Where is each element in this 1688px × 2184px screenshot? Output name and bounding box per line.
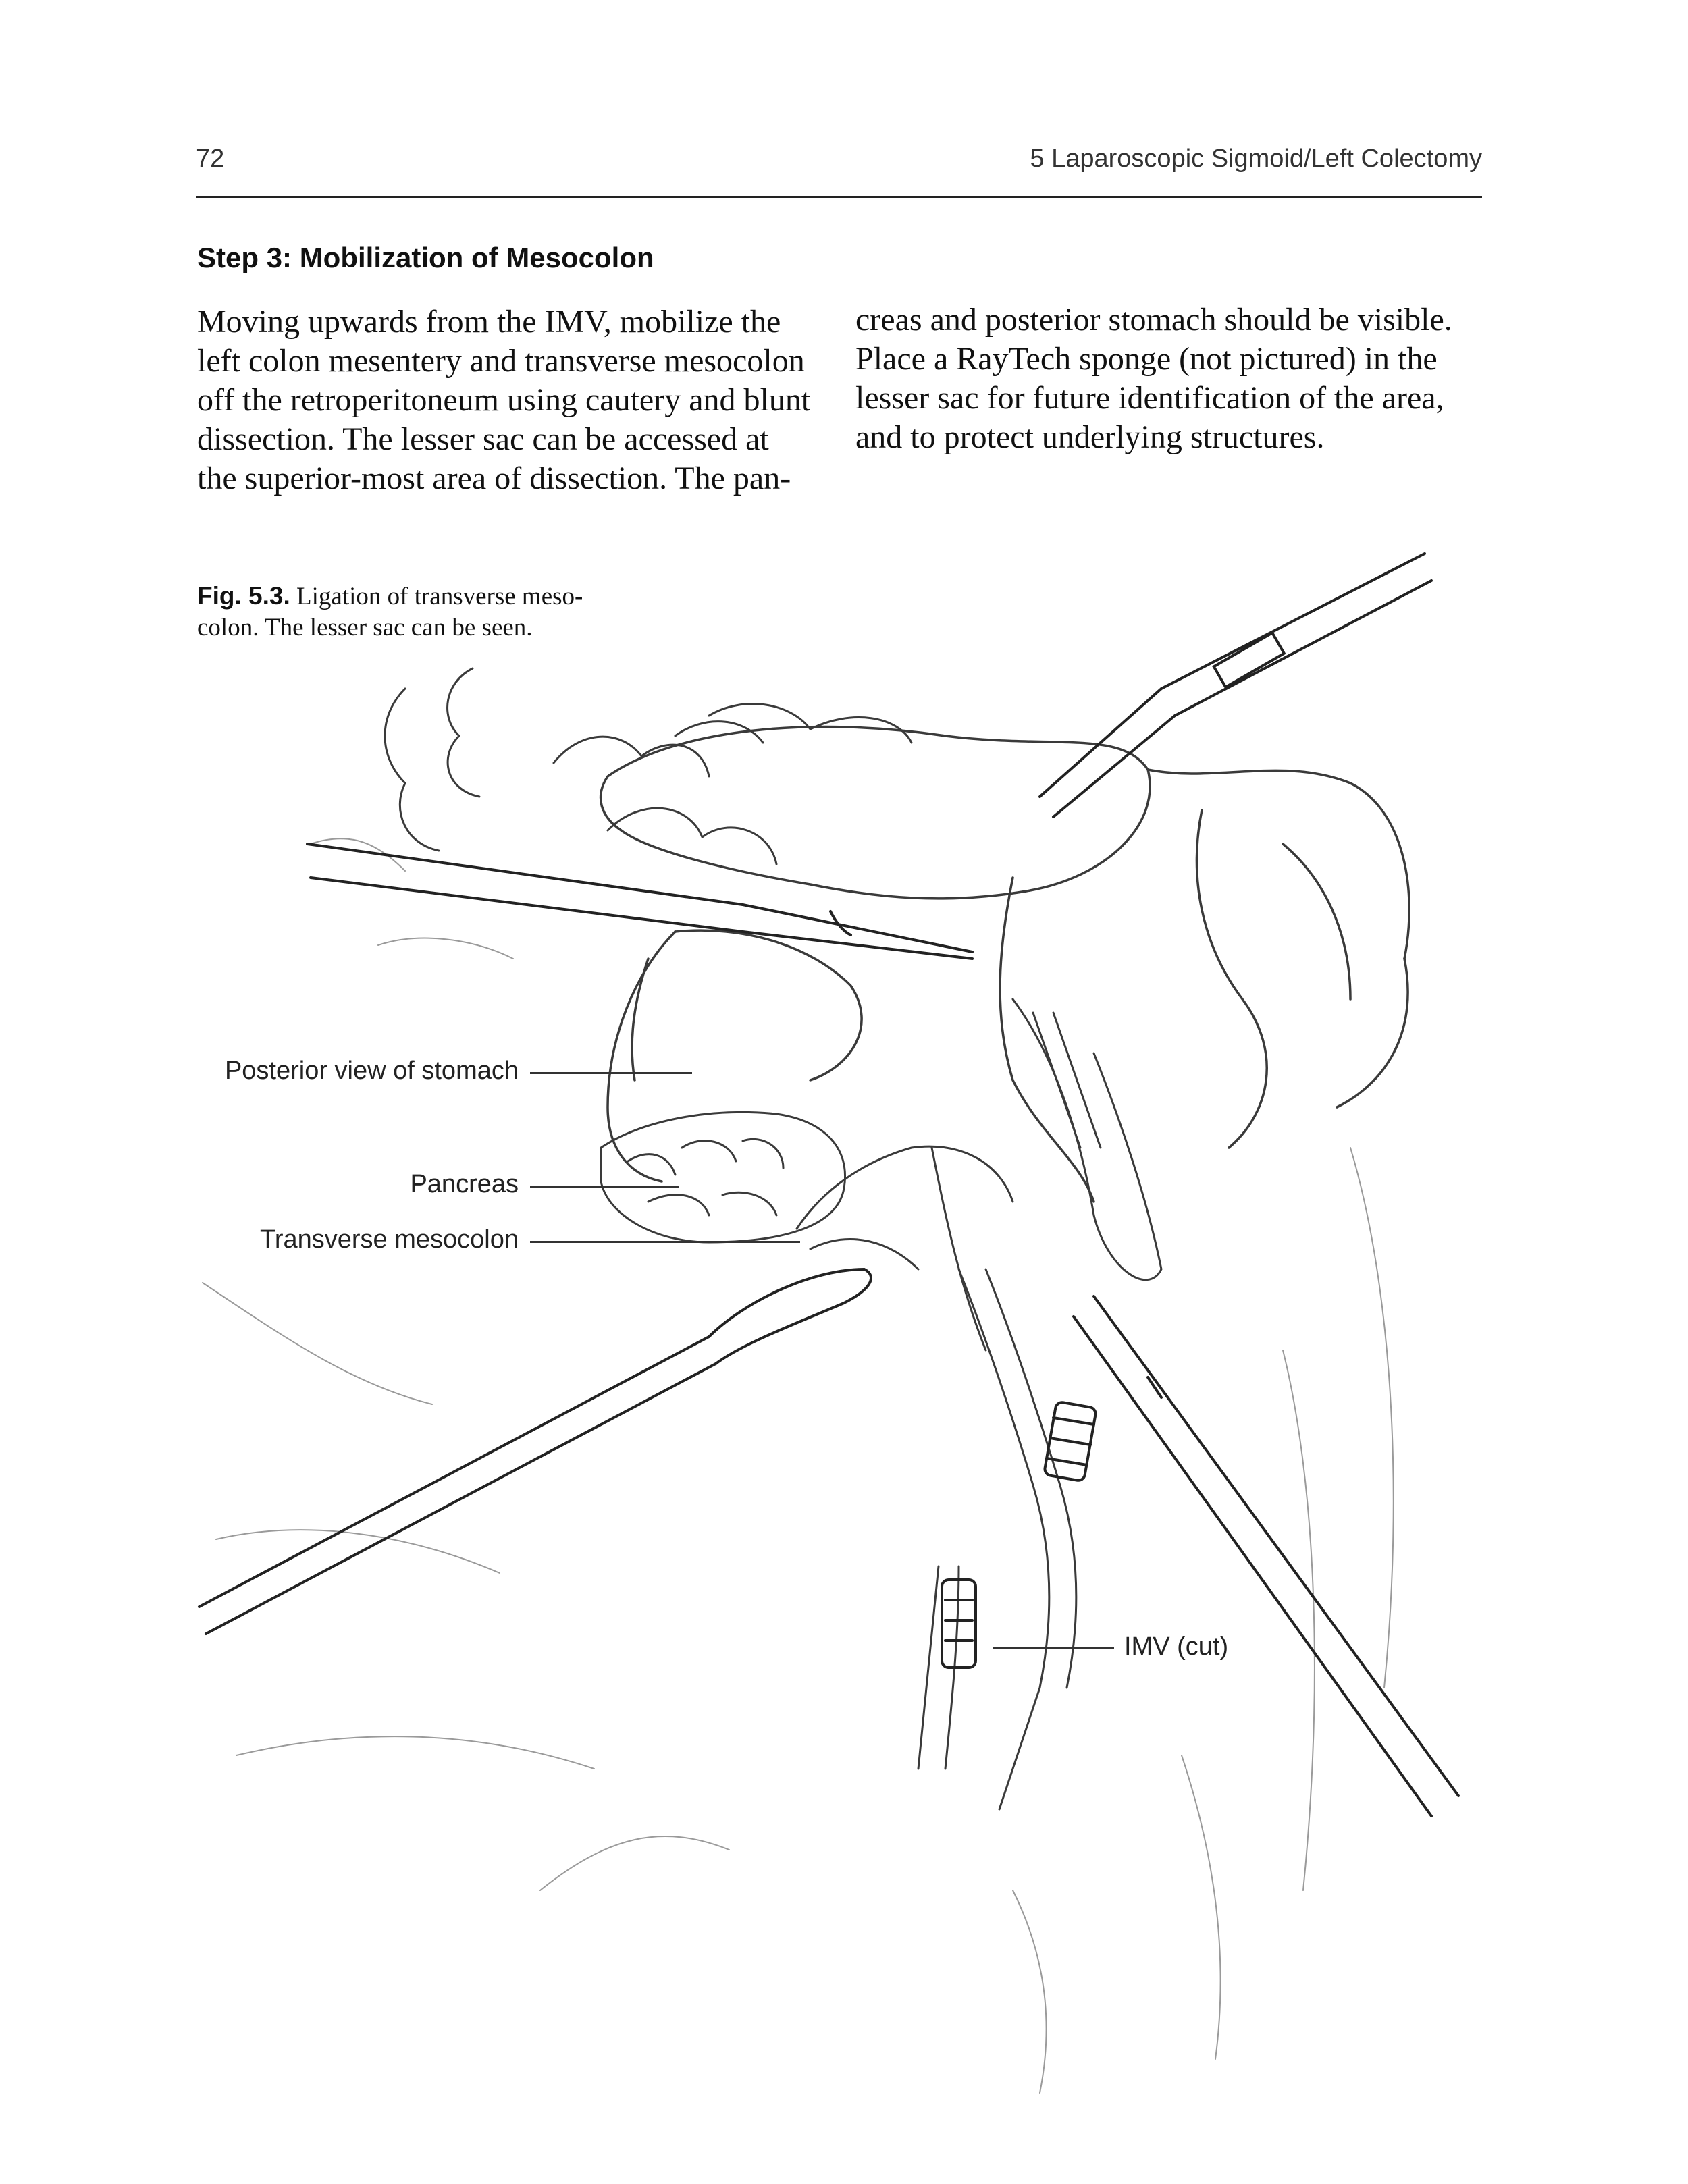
running-header-title: 5 Laparoscopic Sigmoid/Left Colectomy — [1030, 144, 1482, 173]
pancreas-outline — [601, 1112, 845, 1242]
body-line: off the retroperitoneum using cautery and blunt — [197, 382, 811, 418]
figure-label: Fig. 5.3. — [197, 582, 290, 610]
figure-caption — [197, 581, 583, 643]
label-transverse-mesocolon: Transverse mesocolon — [260, 1225, 519, 1254]
label-imv-cut: IMV (cut) — [1124, 1632, 1229, 1661]
section-heading: Step 3: Mobilization of Mesocolon — [197, 242, 654, 273]
transverse-colon — [601, 727, 1410, 1202]
grasper-upper-left — [307, 844, 972, 959]
imv-vessel — [918, 1269, 1076, 1809]
leader-line-imv — [993, 1647, 1114, 1649]
body-line: Place a RayTech sponge (not pictured) in the — [855, 341, 1438, 377]
body-line: and to protect underlying structures. — [855, 419, 1325, 455]
stomach-outline — [608, 930, 862, 1181]
background-shading — [203, 838, 1394, 2093]
omentum-fat — [385, 668, 912, 864]
mesocolon-outline — [797, 1146, 1013, 1350]
sponge-tissue — [1013, 999, 1161, 1280]
label-pancreas: Pancreas — [410, 1170, 519, 1198]
grasper-top-right — [1040, 554, 1431, 817]
body-line: the superior-most area of dissection. The pan- — [197, 460, 791, 496]
body-line: Moving upwards from the IMV, mobilize the — [197, 304, 781, 340]
laparoscopic-instruments — [199, 554, 1458, 1816]
leader-line-mesocolon — [530, 1241, 800, 1243]
body-line: creas and posterior stomach should be visible. — [855, 302, 1452, 338]
page-number: 72 — [196, 144, 225, 173]
figure-caption-line — [197, 581, 583, 612]
figure-caption-line: colon. The lesser sac can be seen. — [197, 614, 533, 641]
body-line: dissection. The lesser sac can be accessed at — [197, 421, 769, 457]
grasper-lower-right — [1074, 1296, 1458, 1816]
figure-caption-text: Ligation of transverse meso- — [296, 583, 583, 610]
body-line: left colon mesentery and transverse mesocolon — [197, 343, 805, 379]
label-posterior-stomach: Posterior view of stomach — [224, 1057, 519, 1085]
body-line: lesser sac for future identification of the area, — [855, 380, 1444, 416]
leader-line-stomach — [530, 1072, 692, 1074]
grasper-lower-left — [199, 1269, 871, 1634]
leader-line-pancreas — [530, 1186, 679, 1188]
